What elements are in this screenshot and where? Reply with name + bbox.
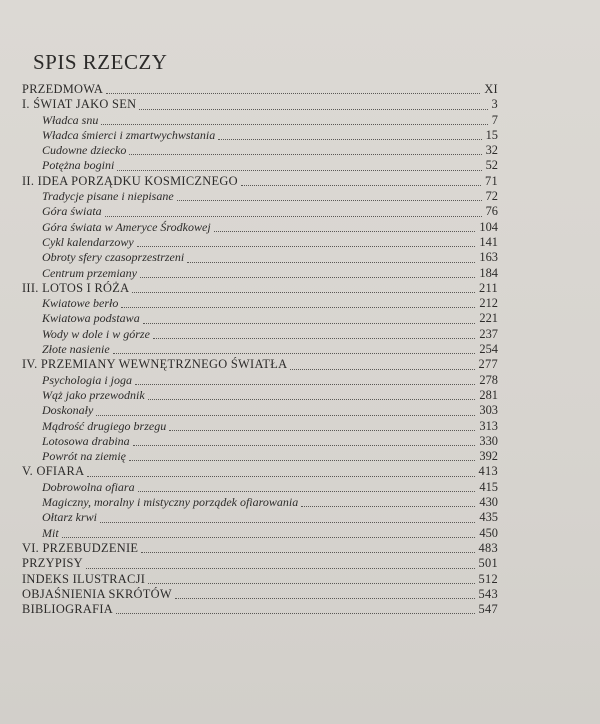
toc-entry-label: PRZEDMOWA [22, 82, 104, 96]
dot-leader [121, 307, 475, 308]
dot-leader [143, 323, 476, 324]
toc-page-number: 52 [485, 158, 498, 173]
toc-entry-label: Lotosowa drabina [42, 433, 130, 448]
toc-page-number: 303 [479, 403, 498, 418]
toc-page-number: 483 [478, 540, 498, 555]
dot-leader [133, 445, 476, 446]
toc-subentry [22, 143, 498, 158]
dot-leader [117, 170, 481, 171]
toc-entry-label: PRZYPISY [22, 556, 83, 571]
dot-leader [132, 292, 475, 293]
toc-subentry [22, 128, 498, 143]
dot-leader [153, 338, 476, 339]
toc-page-number: 163 [479, 250, 498, 265]
dot-leader [177, 200, 482, 201]
toc-chapter-entry [22, 541, 498, 556]
toc-page-number: 71 [485, 173, 498, 188]
dot-leader [96, 415, 475, 416]
table-of-contents [22, 82, 498, 617]
dot-leader [148, 583, 474, 584]
toc-entry-label: I. ŚWIAT JAKO SEN [22, 97, 137, 112]
toc-subentry [22, 296, 498, 311]
toc-subentry [22, 266, 498, 281]
toc-entry-label: Władca snu [42, 112, 99, 127]
toc-chapter-entry [22, 572, 498, 587]
dot-leader [218, 139, 481, 140]
toc-page-number: 430 [479, 495, 498, 510]
dot-leader [141, 552, 474, 553]
toc-entry-label: Tradycje pisane i niepisane [42, 189, 174, 204]
dot-leader [105, 216, 482, 217]
toc-page-number: 413 [478, 464, 498, 479]
toc-subentry [22, 311, 498, 326]
toc-entry-label: Cudowne dziecko [42, 143, 127, 158]
toc-entry-label: Cykl kalendarzowy [42, 234, 134, 249]
dot-leader [101, 124, 487, 125]
toc-subentry [22, 250, 498, 265]
toc-subentry [22, 113, 498, 128]
toc-page-number: 415 [479, 479, 498, 494]
toc-page-number: 3 [491, 97, 498, 112]
toc-page-number: 330 [479, 433, 498, 448]
toc-subentry [22, 388, 498, 403]
toc-entry-label: Złote nasienie [42, 342, 110, 357]
toc-entry-label: Kwiatowa podstawa [42, 311, 140, 326]
dot-leader [169, 430, 475, 431]
toc-entry-label: BIBLIOGRAFIA [22, 602, 114, 617]
toc-subentry [22, 373, 498, 388]
toc-subentry [22, 235, 498, 250]
toc-page-number: 104 [479, 219, 498, 234]
toc-entry-label: Doskonały [42, 403, 94, 418]
toc-page-number: 512 [478, 571, 498, 586]
toc-entry-label: Kwiatowe berło [42, 296, 119, 311]
toc-entry-label: Góra świata [42, 204, 102, 219]
dot-leader [175, 598, 475, 599]
toc-chapter-entry [22, 464, 498, 479]
toc-entry-label: Potężna bogini [42, 158, 115, 173]
dot-leader [62, 537, 476, 538]
toc-entry-label: INDEKS ILUSTRACJI [22, 571, 146, 586]
toc-page-number: 392 [479, 449, 498, 464]
toc-page-number: 501 [478, 556, 498, 571]
dot-leader [129, 154, 481, 155]
toc-entry-label: V. OFIARA [22, 464, 85, 479]
toc-page-number: 254 [479, 342, 498, 357]
toc-page-number: 547 [478, 602, 498, 617]
toc-page-number: 212 [479, 296, 498, 311]
toc-page-number: 277 [478, 357, 498, 372]
toc-page-number: 221 [479, 311, 498, 326]
toc-entry-label: Góra świata w Ameryce Środkowej [42, 219, 211, 234]
toc-entry-label: VI. PRZEBUDZENIE [22, 540, 139, 555]
toc-entry-label: II. IDEA PORZĄDKU KOSMICZNEGO [22, 173, 238, 188]
toc-page-number: 543 [478, 586, 498, 601]
dot-leader [129, 460, 475, 461]
dot-leader [148, 399, 476, 400]
toc-subentry [22, 480, 498, 495]
dot-leader [214, 231, 476, 232]
toc-entry-label: Dobrowolna ofiara [42, 479, 135, 494]
toc-subentry [22, 434, 498, 449]
toc-page-number: 237 [479, 326, 498, 341]
toc-page-number: 141 [479, 234, 498, 249]
toc-subentry [22, 495, 498, 510]
toc-subentry [22, 342, 498, 357]
toc-chapter-entry [22, 82, 498, 97]
toc-subentry [22, 220, 498, 235]
toc-entry-label: Władca śmierci i zmartwychwstania [42, 127, 216, 142]
toc-chapter-entry [22, 357, 498, 372]
toc-page-number: 7 [491, 112, 498, 127]
toc-entry-label: Centrum przemiany [42, 265, 137, 280]
dot-leader [137, 246, 476, 247]
toc-subentry [22, 158, 498, 173]
toc-entry-label: IV. PRZEMIANY WEWNĘTRZNEGO ŚWIATŁA [22, 357, 288, 372]
dot-leader [139, 109, 487, 110]
dot-leader [138, 491, 476, 492]
toc-chapter-entry [22, 174, 498, 189]
toc-entry-label: Mądrość drugiego brzegu [42, 418, 167, 433]
toc-entry-label: Wody w dole i w górze [42, 326, 150, 341]
dot-leader [87, 476, 474, 477]
dot-leader [116, 613, 474, 614]
toc-entry-label: Obroty sfery czasoprzestrzeni [42, 250, 185, 265]
toc-subentry [22, 204, 498, 219]
toc-page-number: 435 [479, 510, 498, 525]
dot-leader [301, 506, 475, 507]
toc-subentry [22, 449, 498, 464]
toc-entry-label: Psychologia i joga [42, 372, 132, 387]
toc-chapter-entry [22, 587, 498, 602]
toc-chapter-entry [22, 602, 498, 617]
dot-leader [86, 568, 475, 569]
toc-entry-label: Powrót na ziemię [42, 449, 126, 464]
toc-entry-label: III. LOTOS I RÓŻA [22, 280, 130, 295]
toc-entry-label: Ołtarz krwi [42, 510, 98, 525]
dot-leader [187, 262, 475, 263]
toc-subentry [22, 189, 498, 204]
dot-leader [113, 353, 476, 354]
toc-chapter-entry [22, 556, 498, 571]
dot-leader [106, 93, 480, 94]
dot-leader [135, 384, 475, 385]
dot-leader [290, 369, 474, 370]
toc-entry-label: Mit [42, 525, 59, 540]
toc-page-number: 278 [479, 372, 498, 387]
toc-page-number: 211 [478, 280, 498, 295]
toc-subentry [22, 419, 498, 434]
toc-page-number: 281 [479, 387, 498, 402]
toc-page-number: 313 [479, 418, 498, 433]
toc-subentry [22, 526, 498, 541]
toc-page-number: 15 [485, 127, 498, 142]
toc-page-number: 72 [485, 189, 498, 204]
toc-chapter-entry [22, 281, 498, 296]
toc-page-number: 76 [485, 204, 498, 219]
dot-leader [100, 522, 475, 523]
toc-subentry [22, 403, 498, 418]
toc-subentry [22, 510, 498, 525]
page-title: SPIS RZECZY [33, 50, 168, 75]
toc-entry-label: Magiczny, moralny i mistyczny porządek ofiarowania [42, 495, 299, 510]
toc-page-number: 32 [485, 143, 498, 158]
toc-page-number: XI [484, 82, 498, 96]
toc-page-number: 450 [479, 525, 498, 540]
toc-entry-label: OBJAŚNIENIA SKRÓTÓW [22, 586, 172, 601]
toc-entry-label: Wąż jako przewodnik [42, 387, 145, 402]
toc-subentry [22, 327, 498, 342]
dot-leader [241, 185, 481, 186]
toc-chapter-entry [22, 97, 498, 112]
dot-leader [140, 277, 475, 278]
toc-page-number: 184 [479, 265, 498, 280]
